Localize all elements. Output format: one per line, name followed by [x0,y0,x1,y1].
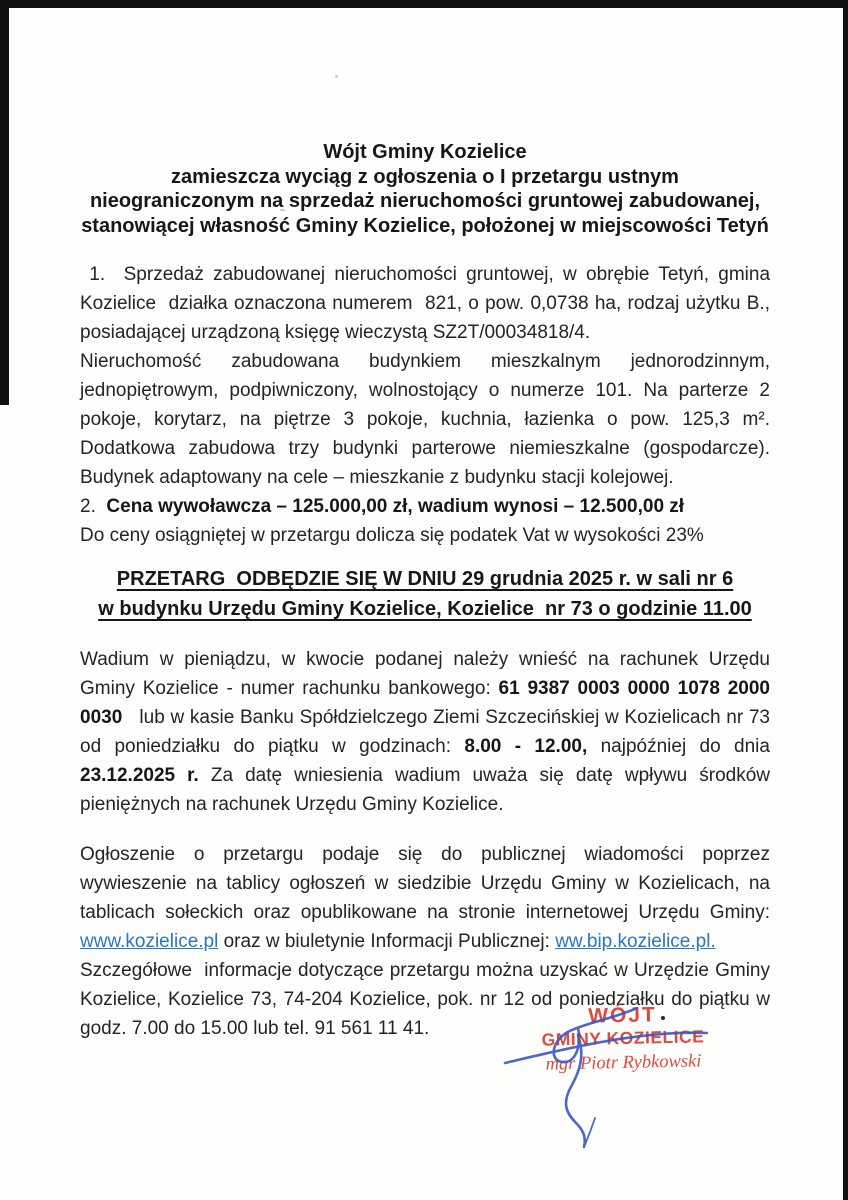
contact-details-text: Szczegółowe informacje dotyczące przetargu można uzyskać w Urzędzie Gminy Kozielice, Kozielice 73, 74-204 Kozielice, pok. nr 12 od poniedziałku do piątku w godz. 7.00 do 15.00 lub tel. 91 561 11 41. [80,960,776,1039]
scan-border-left [0,0,9,405]
publication-text-1: Ogłoszenie o przetargu podaje się do publicznej wiadomości poprzez wywieszenie na tablicy ogłoszeń w siedzibie Urzędu Gminy w Kozielicach, na tablicach sołeckich oraz opublikowane na stronie internetowej Urzędu Gminy: [80,844,776,923]
auction-date-notice [80,564,770,624]
paragraph-deposit [80,645,776,819]
deposit-text-2: lub w kasie Banku Spółdzielczego Ziemi Szczecińskiej w Kozielicach nr 73 od poniedziałku do piątku w godzinach: [80,707,776,757]
item-1-text-b: Nieruchomość zabudowana budynkiem mieszkalnym jednorodzinnym, jednopiętrowym, podpiwniczony, wolnostojący o numerze 101. Na parterze 2 pokoje, korytarz, na piętrze 3 pokoje, kuchnia, łazienka o pow. 125,3 m². Dodatkowa zabudowa trzy budynki parterowe niemieszkalne (gospodarcze). Budynek adaptowany na cele – mieszkanie z budynku stacji kolejowej. [80,351,776,488]
document-title [80,140,770,238]
title-line-2: zamieszcza wyciąg z ogłoszenia o I przetargu ustnym [171,165,679,188]
link-bip-website[interactable]: ww.bip.kozielice.pl. [555,931,716,952]
stamp-office: GMINY KOZIELICE [541,1026,705,1050]
item-1-text-a: Sprzedaż zabudowanej nieruchomości gruntowej, w obrębie Tetyń, gmina Kozielice działka oznaczona numerem 821, o pow. 0,0738 ha, rodzaj użytku B., posiadającej urządzoną księgę wieczystą SZ2T/00034818/4. [80,264,776,343]
title-line-3: nieograniczonym na sprzedaż nieruchomości gruntowej zabudowanej, [89,190,761,212]
starting-price-bold: Cena wywoławcza – 125.000,00 zł, wadium wynosi – 12.500,00 zł [106,496,685,517]
document-content [80,140,776,1043]
link-kozielice-website[interactable]: www.kozielice.pl [80,931,219,952]
item-1-number: 1. [80,264,115,285]
vat-note-text: Do ceny osiągniętej w przetargu dolicza się podatek Vat w wysokości 23% [80,525,704,546]
vat-note [80,521,770,550]
official-stamp [537,1001,708,1076]
title-line-1: Wójt Gminy Kozielice [323,141,527,163]
deposit-deadline-date: 23.12.2025 r. [80,765,199,786]
paragraph-item-2 [80,492,770,521]
deposit-text-4: Za datę wniesienia wadium uważa się datę wpływu środków pieniężnych na rachunek Urzędu Gminy Kozielice. [80,765,776,815]
item-2-number: 2. [80,496,107,517]
pen-dot [661,1016,665,1020]
paragraph-publication [80,840,776,956]
title-line-4: stanowiącej własność Gminy Kozielice, położonej w miejscowości Tetyń [81,214,769,237]
deposit-text-1: Wadium w pieniądzu, w kwocie podanej należy wnieść na rachunek Urzędu Gminy Kozielice - numer rachunku bankowego: [80,649,776,699]
cash-desk-hours: 8.00 - 12.00, [464,736,588,757]
scan-speck [335,75,338,78]
bank-account-number: 61 9387 0003 0000 1078 2000 0030 [80,678,776,728]
paragraph-item-1 [80,260,776,347]
scan-border-right [843,0,848,1200]
stamp-title: WÓJT [587,1003,658,1028]
deposit-text-3: najpóźniej do dnia [587,736,776,757]
stamp-signer-name: mgr Piotr Rybkowski [545,1051,702,1075]
paragraph-item-1-description [80,347,776,492]
publication-text-2: oraz w biuletynie Informacji Publicznej: [218,931,556,952]
auction-notice-line-2: w budynku Urzędu Gminy Kozielice, Kozielice nr 73 o godzinie 11.00 [98,598,752,620]
auction-notice-line-1: PRZETARG ODBĘDZIE SIĘ W DNIU 29 grudnia 2025 r. w sali nr 6 [116,568,734,590]
scan-border-top [0,0,848,8]
